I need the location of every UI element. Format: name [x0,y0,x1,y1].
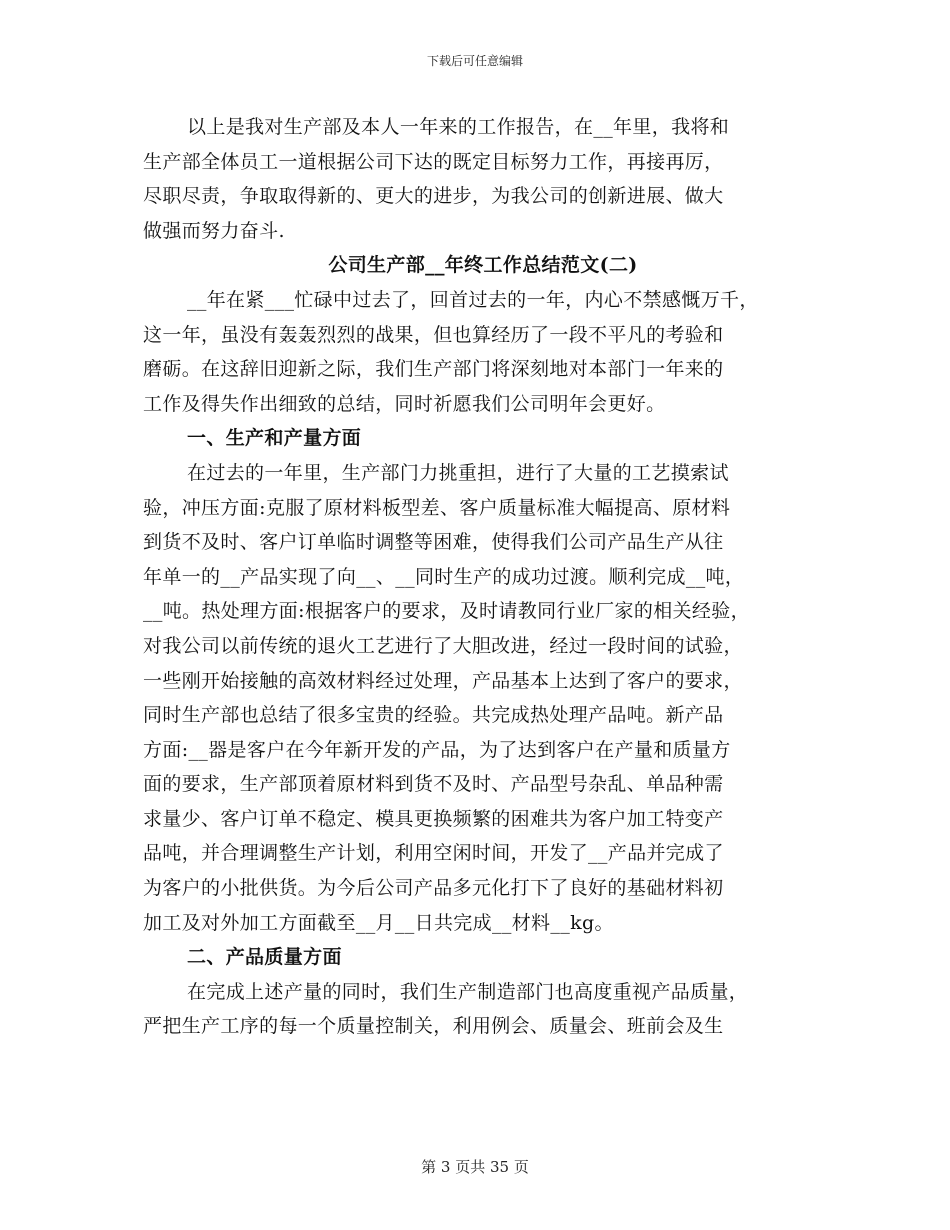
section-title: 公司生产部__年终工作总结范文(二) [328,254,638,277]
paragraph-line: 做强而努力奋斗. [143,219,285,242]
paragraph-line: 方面:__器是客户在今年新开发的产品，为了达到客户在产量和质量方 [143,738,731,761]
paragraph-line: 工作及得失作出细致的总结，同时祈愿我们公司明年会更好。 [143,392,666,415]
paragraph-line: 在完成上述产量的同时，我们生产制造部门也高度重视产品质量， [187,980,749,1003]
paragraph-line: 磨砺。在这辞旧迎新之际，我们生产部门将深刻地对本部门一年来的 [143,358,724,381]
paragraph-line: 验，冲压方面:克服了原材料板型差、客户质量标准大幅提高、原材料 [143,496,731,519]
paragraph-line: 求量少、客户订单不稳定、模具更换频繁的困难共为客户加工特变产 [143,807,724,830]
document-body [143,110,823,1044]
paragraph-line: 对我公司以前传统的退火工艺进行了大胆改进，经过一段时间的试验， [143,634,743,657]
paragraph-line: 尽职尽责，争取取得新的、更大的进步，为我公司的创新进展、做大 [143,185,724,208]
paragraph-line: 在过去的一年里，生产部门力挑重担，进行了大量的工艺摸索试 [187,461,729,484]
paragraph-line: 为客户的小批供货。为今后公司产品多元化打下了良好的基础材料初 [143,877,724,900]
paragraph-line: 加工及对外加工方面截至__月__日共完成__材料__kg。 [143,911,614,934]
paragraph-line: 这一年，虽没有轰轰烈烈的战果，但也算经历了一段不平凡的考验和 [143,323,724,346]
paragraph-line: __年在紧___忙碌中过去了，回首过去的一年，内心不禁感慨万千， [187,288,759,311]
paragraph-line: 到货不及时、客户订单临时调整等困难，使得我们公司产品生产从往 [143,531,724,554]
page-header: 下载后可任意编辑 [426,54,523,68]
paragraph-line: 同时生产部也总结了很多宝贵的经验。共完成热处理产品吨。新产品 [143,704,724,727]
paragraph-line: 一些刚开始接触的高效材料经过处理，产品基本上达到了客户的要求， [143,669,743,692]
paragraph-line: __吨。热处理方面:根据客户的要求，及时请教同行业厂家的相关经验， [143,600,750,623]
paragraph-line: 生产部全体员工一道根据公司下达的既定目标努力工作，再接再厉， [143,150,724,173]
subsection-heading: 一、生产和产量方面 [187,427,362,450]
subsection-heading: 二、产品质量方面 [187,946,342,969]
paragraph-line: 面的要求，生产部顶着原材料到货不及时、产品型号杂乱、单品种需 [143,773,724,796]
paragraph-line: 严把生产工序的每一个质量控制关，利用例会、质量会、班前会及生 [143,1015,724,1038]
paragraph-line: 以上是我对生产部及本人一年来的工作报告，在__年里，我将和 [187,116,730,138]
paragraph-line: 年单一的__产品实现了向__、__同时生产的成功过渡。顺利完成__吨， [143,565,745,588]
page-number-footer: 第 3 页共 35 页 [421,1158,529,1176]
paragraph-line: 品吨，并合理调整生产计划，利用空闲时间，开发了__产品并完成了 [143,842,724,865]
